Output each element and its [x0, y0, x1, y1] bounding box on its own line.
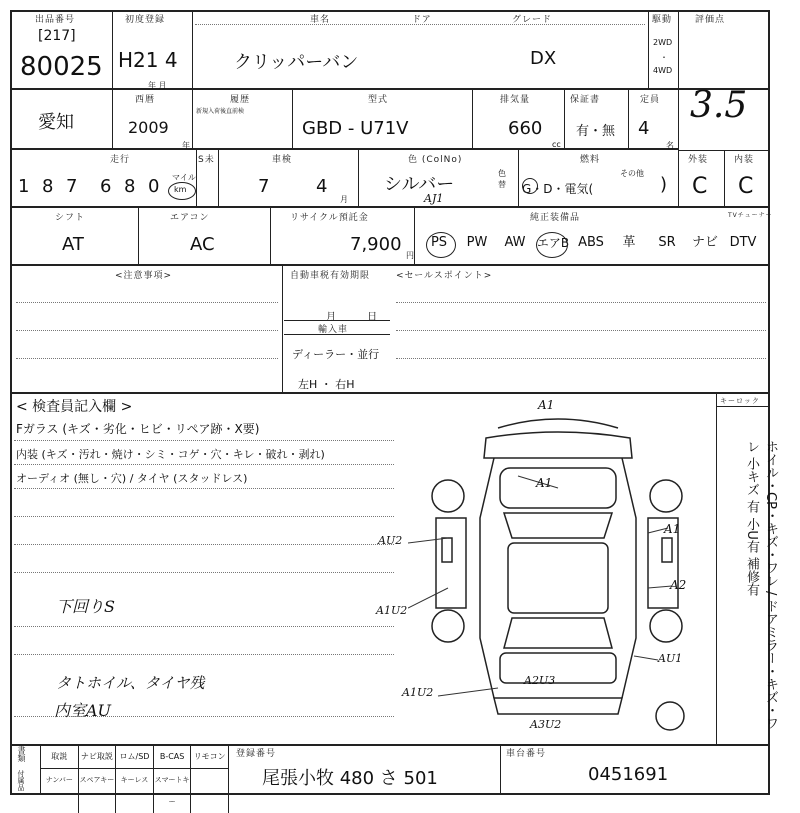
acc-remote: リモコン: [191, 746, 229, 769]
tv-label: TVチューナー: [728, 212, 773, 219]
damage-a1-right: A1: [664, 522, 681, 536]
front-bumper: [498, 419, 618, 428]
hood-outline: [484, 432, 632, 458]
drive-sep: ・: [660, 53, 668, 62]
vin: 0451691: [588, 764, 669, 785]
door-label: ドア: [412, 15, 432, 25]
score-cell: [678, 10, 770, 150]
score: 3.5: [690, 85, 748, 126]
acc-smart-key: スマートキー: [154, 769, 192, 813]
aircon: AC: [190, 234, 215, 255]
mileage-label: 走行: [110, 155, 131, 165]
model-type: GBD - U71V: [302, 118, 409, 139]
inspector-dots-5: [14, 544, 394, 545]
inspection-label: 車検: [272, 155, 293, 165]
recycle-unit: 円: [406, 251, 414, 260]
import-label: 輸入車: [318, 325, 349, 335]
year-month-unit: 年 月: [148, 81, 167, 90]
equip-ps: PS: [430, 235, 448, 250]
footer-side-bottom: 付属品: [17, 770, 25, 791]
warranty-label: 保証書: [570, 95, 601, 105]
region: 愛知: [38, 112, 74, 133]
fuel-close: ): [660, 174, 668, 195]
damage-a1-top: A1: [538, 398, 555, 412]
body-right: [622, 458, 636, 698]
entry-label: 出品番号: [35, 15, 76, 25]
wheel-rear-right: [650, 610, 682, 642]
wheel-front-left: [432, 480, 464, 512]
equip-sr: SR: [658, 235, 676, 250]
sales-line-3: [396, 358, 766, 359]
right-door-window: [662, 538, 672, 562]
year-label: 西暦: [135, 95, 156, 105]
equip-airbag: エアB: [536, 236, 570, 250]
month-day: 月 日: [326, 312, 378, 323]
shift-label: シフト: [55, 213, 86, 223]
mileage-d3: 7: [66, 176, 78, 197]
equipment-label: 純正装備品: [530, 213, 581, 223]
ps-circle: [426, 232, 456, 258]
exterior-label: 外装: [688, 155, 709, 165]
leader-a1u2: [408, 588, 448, 608]
interior: C: [738, 174, 754, 199]
leader-a1u2-bottom: [438, 688, 498, 696]
inspector-dots-1: [14, 440, 394, 441]
displacement: 660: [508, 118, 543, 139]
inspection-year: 7: [258, 176, 270, 197]
fuel-g-circle: [522, 178, 538, 194]
reg-label: 登録番号: [236, 749, 277, 759]
left-side-panel: [436, 518, 466, 608]
equip-pw: PW: [466, 235, 488, 250]
inspector-note-3: 内室AU: [54, 701, 112, 720]
first-reg: H21 4: [118, 48, 178, 72]
body-left: [480, 458, 494, 698]
acc-empty: [191, 769, 229, 813]
handle: 左H ・ 右H: [298, 378, 355, 391]
equip-navi: ナビ: [691, 235, 718, 250]
shift: AT: [62, 234, 84, 255]
caution-label: <注意事項>: [115, 271, 173, 281]
windshield: [504, 513, 612, 538]
inspector-line-3: オーディオ (無し・穴) / タイヤ (スタッドレス): [16, 472, 248, 485]
accessory-grid: [40, 746, 229, 806]
damage-a2-right: A2: [670, 578, 687, 592]
docs-sep: [284, 320, 390, 321]
history-note: 新規入荷後直前検: [196, 108, 245, 115]
vin-label: 車台番号: [506, 749, 547, 759]
drive-label: 駆動: [652, 15, 673, 25]
damage-au2-left: AU2: [378, 534, 403, 547]
car-diagram: [408, 398, 708, 738]
mile-label: マイル: [172, 173, 196, 182]
lot-number: 80025: [20, 52, 103, 82]
spare-wheel: [656, 702, 684, 730]
color-code: AJ1: [424, 192, 444, 205]
mileage-d5: 8: [124, 176, 136, 197]
capacity-label: 定員: [640, 95, 661, 105]
docs-label: 自動車税有効期限: [290, 271, 371, 281]
rear-window: [504, 618, 612, 648]
equip-abs: ABS: [578, 235, 604, 250]
inspector-dots-2: [14, 464, 394, 465]
rear-bumper: [494, 698, 622, 714]
acc-keyless: キーレス: [116, 769, 154, 813]
inspector-dots-7: [14, 626, 394, 627]
fuel-label: 燃料: [580, 155, 601, 165]
acc-rom-sd: ロム/SD: [116, 746, 154, 769]
drive-2wd: 2WD: [653, 38, 673, 47]
header-dotted-line: [195, 24, 645, 25]
side-note: ホイル・CP・キズ・ワレ / ドアミラー・キズ・ワレ 小キズ 有 小U有 補修有: [744, 440, 778, 730]
displacement-label: 排気量: [500, 95, 531, 105]
drive-4wd: 4WD: [653, 66, 673, 75]
damage-au1-right: AU1: [658, 652, 683, 665]
recycle: 7,900: [350, 234, 402, 255]
equip-dtv: DTV: [729, 235, 757, 250]
color-label: 色 (ColNo): [408, 155, 463, 165]
fuel: G・D・電気(: [522, 182, 594, 196]
dealer: ディーラー・並行: [292, 348, 380, 361]
sales-label: <セールスポイント>: [396, 271, 493, 281]
caution-line-1: [16, 302, 278, 303]
mileage-d6: 0: [148, 176, 160, 197]
year-unit: 年: [182, 141, 190, 150]
recycle-label: リサイクル預託金: [290, 213, 369, 223]
displacement-unit: cc: [552, 140, 561, 149]
acc-bcas: B-CAS: [154, 746, 192, 769]
acc-navi-manual: ナビ取説: [79, 746, 117, 769]
cargo: [500, 653, 616, 683]
left-door-window: [442, 538, 452, 562]
inspector-line-2: 内装 (キズ・汚れ・焼け・シミ・コゲ・穴・キレ・破れ・剥れ): [16, 448, 325, 461]
exterior: C: [692, 174, 708, 199]
lot-bracket: [217]: [38, 28, 76, 44]
damage-a1u2-bottom: A1U2: [402, 686, 434, 699]
car-name: クリッパーバン: [234, 52, 359, 73]
sales-line-2: [396, 330, 766, 331]
leader-au1: [634, 656, 658, 660]
inspector-dots-8: [14, 654, 394, 655]
grade-label: グレード: [512, 15, 553, 25]
mileage-d1: 1: [18, 176, 30, 197]
history-label: 履歴: [230, 95, 251, 105]
inspector-title: < 検査員記入欄 >: [16, 399, 133, 415]
inspector-dots-6: [14, 572, 394, 573]
wheel-front-right: [650, 480, 682, 512]
damage-a1-hood: A1: [536, 476, 553, 490]
inspector-dots-9: [14, 716, 394, 717]
caution-line-3: [16, 358, 278, 359]
grade: DX: [530, 48, 557, 69]
color: シルバー: [384, 174, 455, 195]
month-unit: 月: [340, 195, 348, 204]
docs-sep-2: [284, 334, 390, 335]
damage-a2u3-rear: A2U3: [524, 674, 556, 687]
year: 2009: [128, 118, 169, 137]
score-label: 評価点: [695, 15, 726, 25]
airbag-circle: [536, 232, 568, 258]
leader-a2: [648, 586, 672, 588]
sales-line-1: [396, 302, 766, 303]
acc-number: ナンバー: [41, 769, 79, 813]
first-reg-label: 初度登録: [125, 15, 166, 25]
km-label: km: [174, 185, 187, 194]
model-type-label: 型式: [368, 95, 389, 105]
damage-a3u2-bottom: A3U2: [530, 718, 562, 731]
interior-label: 内装: [734, 155, 755, 165]
capacity-unit: 名: [666, 141, 674, 150]
color-change-label: 色替: [498, 169, 506, 189]
inspector-note-2: タトホイル、タイヤ残: [56, 674, 205, 692]
inspector-dots-4: [14, 516, 394, 517]
reg-number: 尾張小牧 480 さ 501: [262, 768, 438, 789]
s-label: S未: [198, 155, 215, 165]
roof: [508, 543, 608, 613]
footer-side-top: 書類: [17, 746, 26, 762]
capacity: 4: [638, 118, 650, 139]
caution-line-2: [16, 330, 278, 331]
wheel-rear-left: [432, 610, 464, 642]
aircon-label: エアコン: [170, 213, 210, 223]
acc-manual: 取説: [41, 746, 79, 769]
car-name-label: 車名: [310, 15, 331, 25]
inspector-note-1: 下回りS: [56, 597, 115, 616]
equip-leather: 革: [622, 235, 636, 250]
acc-spare-key: スペアキー: [79, 769, 117, 813]
damage-a1u2-left: A1U2: [376, 604, 408, 617]
keylock-label: キーロック: [720, 397, 760, 405]
equip-aw: AW: [504, 235, 526, 250]
mileage-d4: 6: [100, 176, 112, 197]
mileage-d2: 8: [42, 176, 54, 197]
inspection-month: 4: [316, 176, 328, 197]
inspector-line-1: Fガラス (キズ・劣化・ヒビ・リペア跡・X要): [16, 422, 260, 436]
keylock-sep: [716, 406, 770, 407]
equipment-row: [420, 230, 770, 260]
inspector-dots-3: [14, 488, 394, 489]
fuel-other: その他: [620, 169, 644, 178]
warranty: 有・無: [576, 124, 616, 139]
